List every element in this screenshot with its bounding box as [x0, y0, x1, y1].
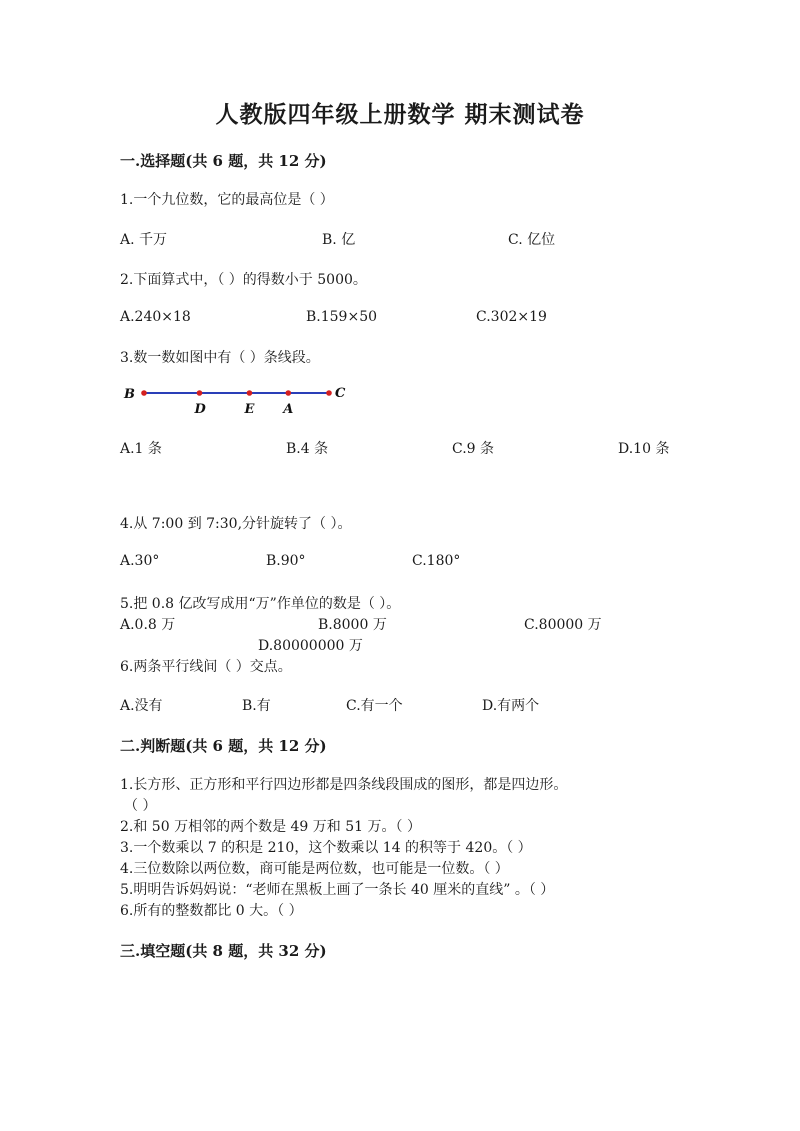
q4-option-c: C.180°: [412, 553, 461, 569]
q5-option-a: A.0.8 万: [120, 617, 176, 633]
q6-option-b: B.有: [242, 698, 271, 714]
segment-label-e: E: [244, 402, 255, 417]
segment-label-d: D: [194, 402, 206, 417]
question-1: 1.一个九位数，它的最高位是（ ）: [120, 192, 334, 208]
segment-point-d: [197, 390, 203, 396]
segment-point-c: [326, 390, 332, 396]
q3-option-a: A.1 条: [120, 441, 162, 457]
question-3: 3.数一数如图中有（ ）条线段。: [120, 350, 320, 366]
q3-option-c: C.9 条: [452, 441, 495, 457]
question-4: 4.从 7:00 到 7:30,分针旋转了（ ）。: [120, 516, 352, 532]
q2-option-b: B.159×50: [306, 309, 378, 325]
segment-point-b: [141, 390, 147, 396]
judgment-item-2: 2.和 50 万相邻的两个数是 49 万和 51 万。（ ）: [120, 819, 421, 835]
segment-point-e: [247, 390, 253, 396]
page-title: 人教版四年级上册数学 期末测试卷: [215, 101, 585, 128]
question-5: 5.把 0.8 亿改写成用“万”作单位的数是（ ）。: [120, 596, 401, 612]
judgment-item-1-blank: （ ）: [124, 798, 157, 814]
segment-label-a: A: [283, 402, 294, 417]
q5-option-d: D.80000000 万: [258, 638, 363, 654]
q1-option-a: A. 千万: [120, 232, 168, 248]
q4-option-a: A.30°: [120, 553, 160, 569]
q6-option-d: D.有两个: [482, 698, 540, 714]
segment-label-c: C: [335, 386, 346, 401]
judgment-item-4: 4.三位数除以两位数，商可能是两位数，也可能是一位数。（ ）: [120, 861, 509, 877]
q4-option-b: B.90°: [266, 553, 306, 569]
q5-option-c: C.80000 万: [524, 617, 602, 633]
question-2: 2.下面算式中，（ ）的得数小于 5000。: [120, 272, 367, 288]
judgment-item-6: 6.所有的整数都比 0 大。（ ）: [120, 903, 303, 919]
section-heading-fill: 三.填空题(共 8 题，共 32 分): [120, 942, 327, 960]
q6-option-a: A.没有: [120, 698, 163, 714]
judgment-item-3: 3.一个数乘以 7 的积是 210，这个数乘以 14 的积等于 420。（ ）: [120, 840, 532, 856]
judgment-item-1: 1.长方形、正方形和平行四边形都是四条线段围成的图形，都是四边形。: [120, 777, 568, 793]
q2-option-c: C.302×19: [476, 309, 547, 325]
q2-option-a: A.240×18: [120, 309, 191, 325]
question-6: 6.两条平行线间（ ）交点。: [120, 659, 292, 675]
section-heading-judgment: 二.判断题(共 6 题，共 12 分): [120, 737, 327, 755]
q6-option-c: C.有一个: [346, 698, 403, 714]
q3-option-d: D.10 条: [618, 441, 670, 457]
segment-label-b: B: [124, 387, 135, 402]
segment-figure: [118, 380, 358, 420]
q5-option-b: B.8000 万: [318, 617, 387, 633]
segment-point-a: [286, 390, 292, 396]
q1-option-c: C. 亿位: [508, 232, 556, 248]
q1-option-b: B. 亿: [322, 232, 356, 248]
q3-option-b: B.4 条: [286, 441, 329, 457]
section-heading-choice: 一.选择题(共 6 题，共 12 分): [120, 152, 327, 170]
judgment-item-5: 5.明明告诉妈妈说：“老师在黑板上画了一条长 40 厘米的直线” 。（ ）: [120, 882, 555, 898]
